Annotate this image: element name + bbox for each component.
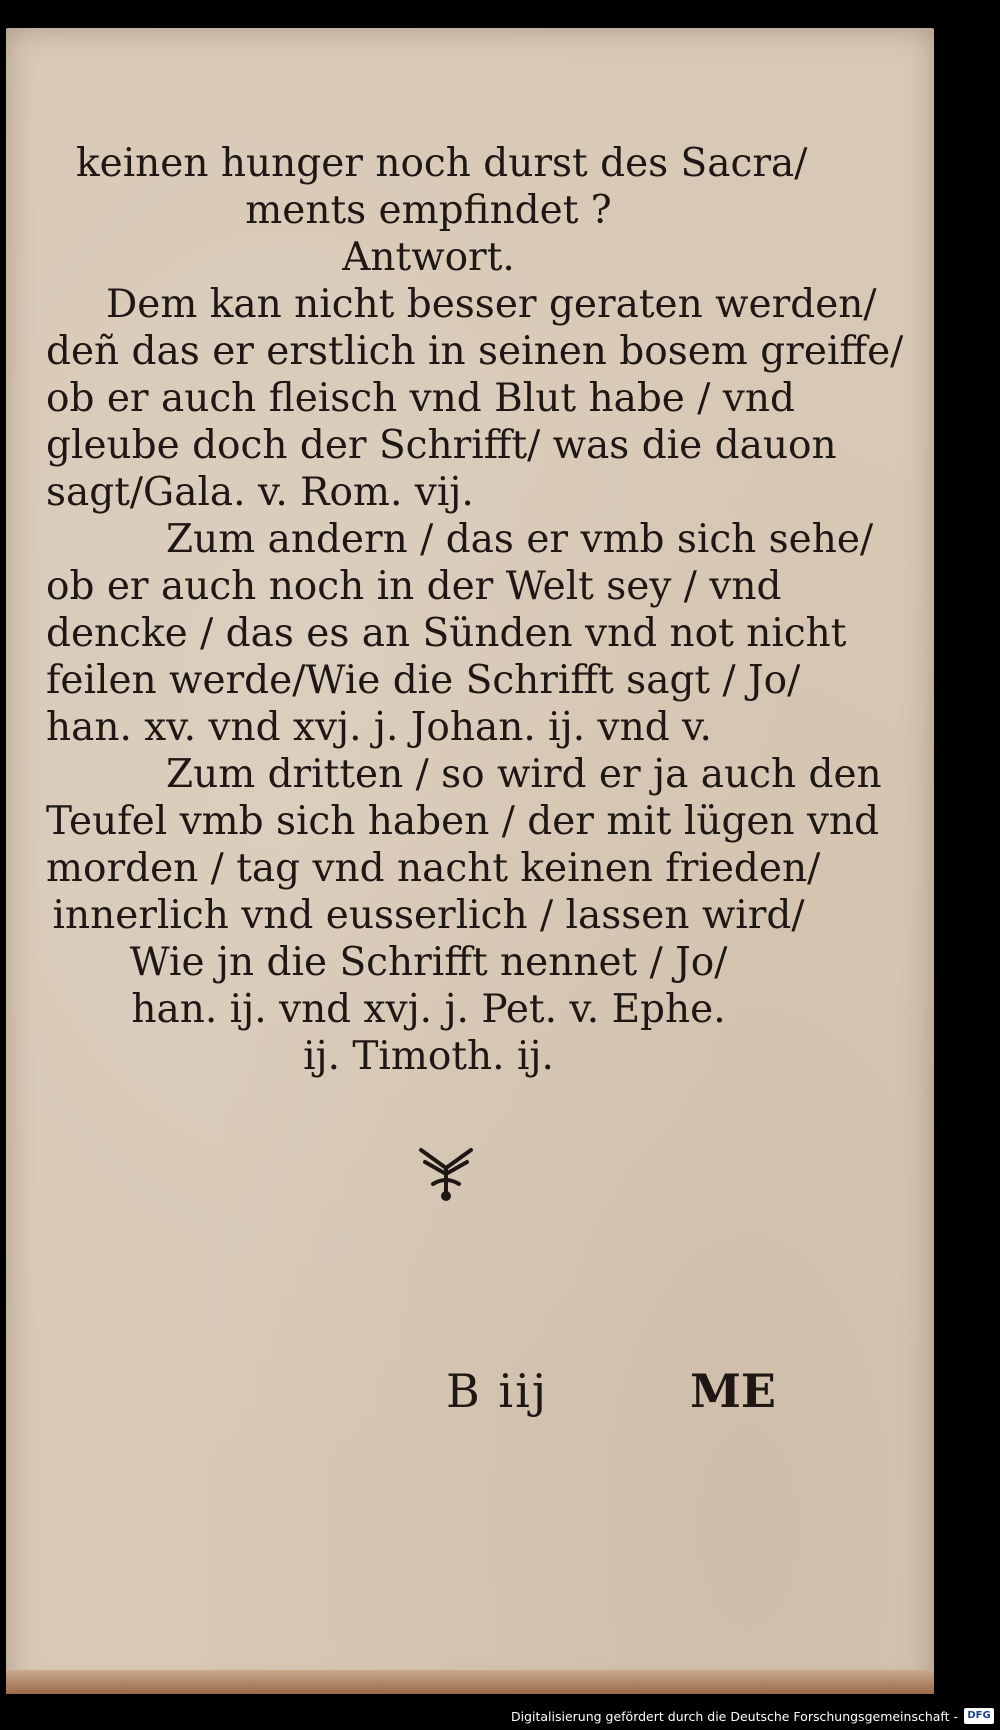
ornament-icon [411,1136,481,1206]
text-line: morden / tag vnd nacht keinen frieden/ [46,846,821,891]
text-line: ments empfindet ? [245,188,612,233]
page-text [46,140,904,1080]
text-line: ob er auch noch in der Welt sey / vnd [46,564,782,609]
text-line: han. ij. vnd xvj. j. Pet. v. Ephe. [131,987,726,1032]
text-line: ob er auch fleisch vnd Blut habe / vnd [46,376,795,421]
text-line: Wie jn die Schrifft nennet / Jo/ [129,940,728,985]
footer-bar [0,1700,1000,1730]
text-line: Zum dritten / so wird er ja auch den [166,752,882,797]
text-line: sagt/Gala. v. Rom. vij. [46,470,474,515]
text-line: dencke / das es an Sünden vnd not nicht [46,611,847,656]
text-line: deñ das er erstlich in seinen bosem greiffe/ [46,329,904,374]
catchword: ME [690,1364,776,1418]
book-page [6,28,934,1694]
signature-mark: B iij [446,1364,549,1418]
funding-credit: Digitalisierung gefördert durch die Deutsche Forschungsgemeinschaft - [510,1709,958,1724]
dfg-logo: DFG [964,1708,994,1724]
page-edge [6,1670,934,1694]
text-line: Dem kan nicht besser geraten werden/ [106,282,877,327]
text-line: keinen hunger noch durst des Sacra/ [76,141,808,186]
text-line: gleube doch der Schrifft/ was die dauon [46,423,837,468]
section-heading: Antwort. [342,235,515,280]
text-line: ij. Timoth. ij. [303,1034,554,1079]
text-line: Teufel vmb sich haben / der mit lügen vnd [46,799,880,844]
text-line: innerlich vnd eusserlich / lassen wird/ [52,893,805,938]
text-line: feilen werde/Wie die Schrifft sagt / Jo/ [46,658,801,703]
text-line: han. xv. vnd xvj. j. Johan. ij. vnd v. [46,705,712,750]
text-line: Zum andern / das er vmb sich sehe/ [166,517,874,562]
